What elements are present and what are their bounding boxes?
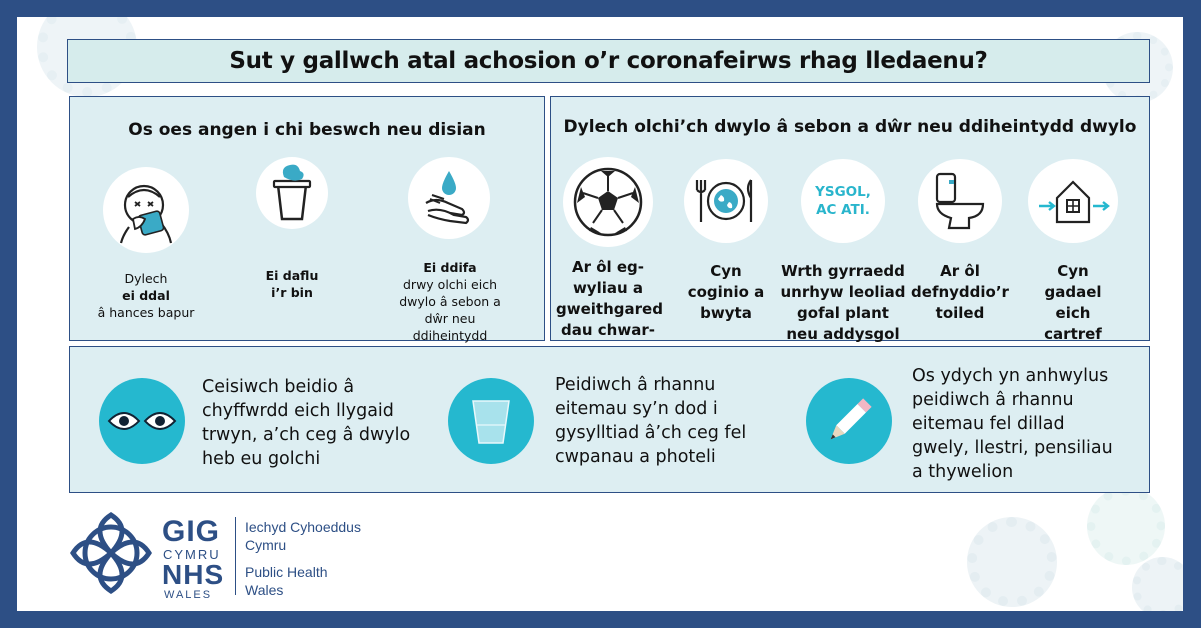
toilet-icon [918,159,1002,243]
wash-panel-heading: Dylech olchi’ch dwylo â sebon a dŵr neu ddiheintydd dwylo [563,117,1137,137]
wash-caption-line-3: dwylo â sebon a [399,294,501,309]
cup-tip-line-4: cwpanau a photeli [555,447,716,467]
childcare-line-1: Wrth gyrraedd [781,262,905,280]
cough-into-tissue-icon [103,167,189,253]
pencil-tip-line-5: a thywelion [912,462,1014,482]
home-line-3: eich [1055,304,1091,322]
cooking-line-3: bwyta [700,304,752,322]
eyes-tip-line-1: Ceisiwch beidio â [202,377,355,397]
page-title [67,39,1150,83]
house-arrows-icon [1028,159,1118,243]
cup-icon [448,378,534,464]
cooking-line-2: coginio a [687,283,765,301]
home-caption [1023,261,1123,345]
wash-caption-line-2: drwy olchi eich [403,277,497,292]
sport-line-1: Ar ôl eg- [571,258,645,276]
infographic-card [17,17,1183,611]
cough-caption-line-2: ei ddal [122,288,170,303]
sport-line-3: gweithgared [556,300,663,318]
org-english-line-1: Public Health [245,564,328,580]
title-text: Sut y gallwch atal achosion o’r coronafeirws rhag lledaenu? [229,48,988,74]
pencil-icon [806,378,892,464]
celtic-knot-icon [67,509,155,597]
cup-tip [555,373,795,469]
wash-hands-icon [408,157,490,239]
sport-line-4: dau chwar- [561,321,655,339]
pencil-tip-line-3: eitemau fel dillad [912,414,1065,434]
eyes-icon [99,378,185,464]
wash-caption-line-4: dŵr neu ddiheintydd [412,311,488,343]
org-english-line-2: Wales [245,582,284,598]
wash-hands-panel [550,96,1150,341]
logo-gig: GIG [162,515,221,548]
cough-sneeze-panel [69,96,545,341]
football-icon [563,157,653,247]
childcare-line-4: neu addysgol [786,325,900,343]
childcare-line-2: unrhyw leoliad [780,283,906,301]
eyes-tip [202,375,442,471]
toilet-line-2: defnyddio’r [911,283,1009,301]
sport-line-2: wyliau a [572,279,644,297]
virus-decoration-icon [967,517,1057,607]
logo-divider [235,517,236,595]
pencil-tip-line-4: gwely, llestri, pensiliau [912,438,1113,458]
bin-caption-line-2: i’r bin [271,285,313,300]
toilet-caption [908,261,1012,324]
ysgol-line-1: YSGOL, [815,184,871,200]
cup-tip-line-1: Peidiwch â rhannu [555,375,716,395]
eyes-tip-line-4: heb eu golchi [202,449,321,469]
school-text-icon [801,159,885,243]
pencil-tip [912,364,1144,484]
cup-tip-line-2: eitemau sy’n dod i [555,399,718,419]
cooking-caption [671,261,781,324]
nhs-wales-logo [67,509,397,599]
ysgol-line-2: AC ATI. [816,202,870,218]
cough-panel-heading: Os oes angen i chi beswch neu disian [128,120,486,140]
childcare-caption [771,261,915,345]
eyes-tip-line-2: chyffwrdd eich llygaid [202,401,394,421]
home-line-1: Cyn [1057,262,1089,280]
toilet-line-1: Ar ôl [940,262,980,280]
virus-decoration-icon [1132,557,1183,611]
bin-icon [256,157,328,229]
logo-cymru: CYMRU [163,547,221,562]
plate-cutlery-icon [684,159,768,243]
cough-caption [91,270,201,321]
pencil-tip-line-2: peidiwch â rhannu [912,390,1074,410]
home-line-2: gadael [1044,283,1102,301]
bin-caption-line-1: Ei daflu [265,268,319,283]
cup-tip-line-3: gysylltiad â’ch ceg fel [555,423,747,443]
logo-nhs: NHS [162,559,225,590]
eyes-tip-line-3: trwyn, a’ch ceg â dwylo [202,425,411,445]
org-welsh-line-2: Cymru [245,537,287,553]
cough-caption-line-1: Dylech [124,271,168,286]
cough-caption-line-3: â hances bapur [97,305,195,320]
logo-wales: WALES [164,589,213,601]
toilet-line-3: toiled [935,304,985,322]
tips-panel [69,346,1150,493]
bin-caption [237,267,347,301]
childcare-line-3: gofal plant [797,304,889,322]
cooking-line-1: Cyn [710,262,742,280]
org-welsh-line-1: Iechyd Cyhoeddus [245,519,361,535]
pencil-tip-line-1: Os ydych yn anhwylus [912,366,1109,386]
wash-caption-line-1: Ei ddifa [423,260,477,275]
virus-decoration-icon [1087,487,1165,565]
home-line-4: cartref [1044,325,1102,343]
